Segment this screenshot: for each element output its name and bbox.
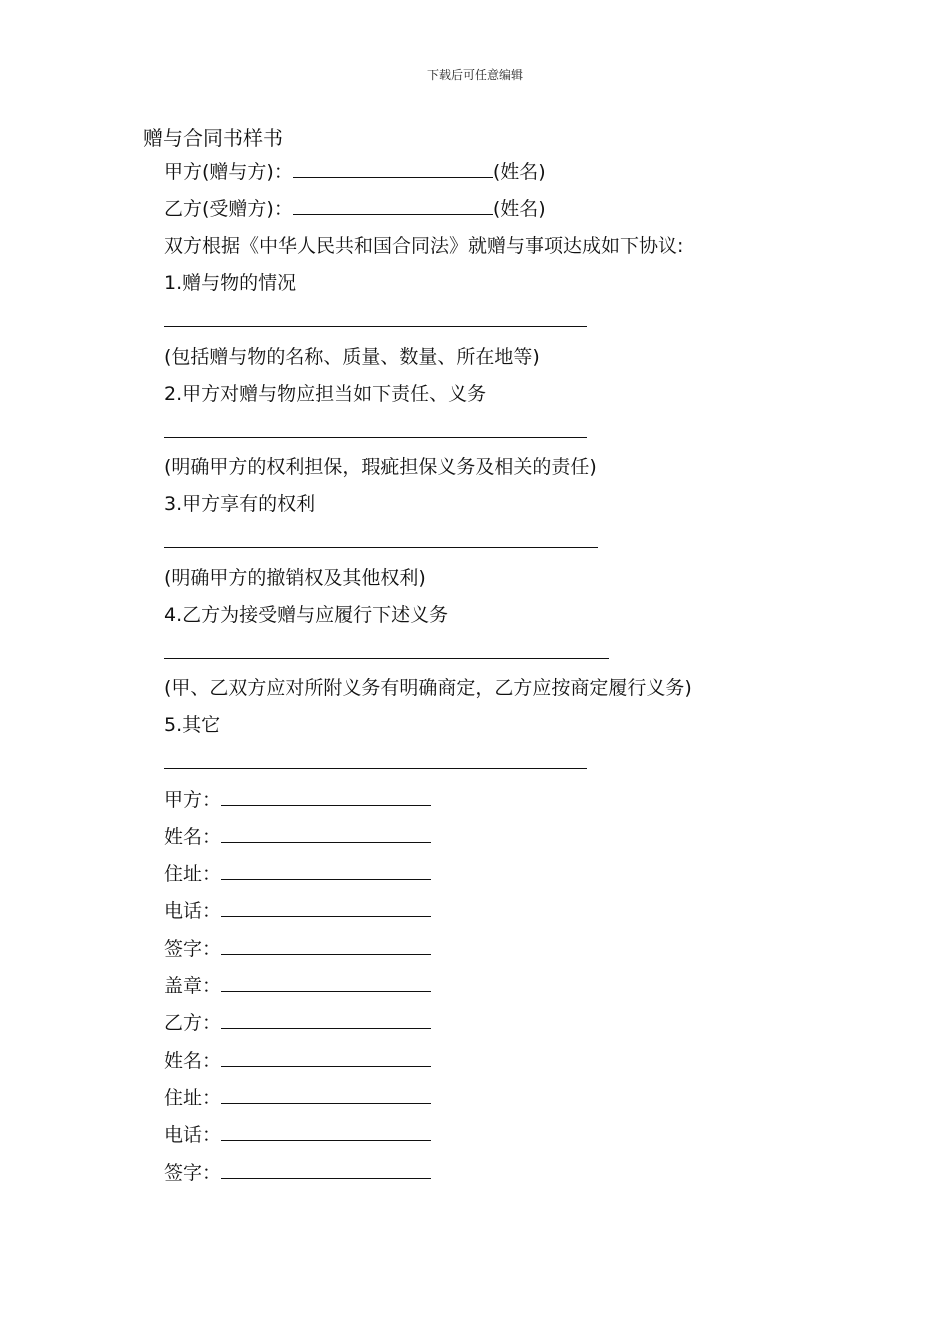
signature-label: 电话：: [164, 900, 222, 922]
signature-row: [164, 896, 431, 925]
signature-label: 住址：: [164, 863, 222, 885]
signature-label: 乙方：: [164, 1012, 222, 1034]
signature-blank[interactable]: [221, 859, 431, 880]
signature-row: [164, 1120, 431, 1149]
donee-line: [164, 194, 546, 223]
signature-row: [164, 1158, 431, 1187]
signature-label: 签字：: [164, 1162, 222, 1184]
page-header: 下载后可任意编辑: [426, 68, 523, 82]
donor-line: [164, 157, 546, 186]
signature-blank[interactable]: [221, 822, 431, 843]
intro-text: 双方根据《中华人民共和国合同法》就赠与事项达成如下协议:: [164, 235, 684, 257]
signature-blank[interactable]: [221, 1083, 431, 1104]
signature-label: 签字：: [164, 938, 222, 960]
signature-blank[interactable]: [221, 934, 431, 955]
donor-name-blank[interactable]: [293, 157, 493, 178]
clause-blank-line[interactable]: [164, 547, 598, 548]
signature-row: [164, 1046, 431, 1075]
signature-blank[interactable]: [221, 785, 431, 806]
donor-label: 甲方(赠与方)：: [164, 161, 293, 183]
clause-note: (明确甲方的撤销权及其他权利): [164, 567, 426, 589]
clause-heading: 3.甲方享有的权利: [164, 493, 316, 515]
clause-blank-line[interactable]: [164, 437, 587, 438]
signature-row: [164, 1008, 431, 1037]
donor-name-suffix: (姓名): [492, 161, 546, 183]
signature-label: 电话：: [164, 1124, 222, 1146]
signature-row: [164, 859, 431, 888]
signature-row: [164, 934, 431, 963]
signature-row: [164, 971, 431, 1000]
clause-heading: 4.乙方为接受赠与应履行下述义务: [164, 604, 449, 626]
signature-blank[interactable]: [221, 1008, 431, 1029]
signature-blank[interactable]: [221, 1120, 431, 1141]
signature-blank[interactable]: [221, 896, 431, 917]
signature-row: [164, 1083, 431, 1112]
clause-note: (甲、乙双方应对所附义务有明确商定，乙方应按商定履行义务): [164, 677, 692, 699]
signature-blank[interactable]: [221, 1158, 431, 1179]
signature-row: [164, 785, 431, 814]
signature-row: [164, 822, 431, 851]
document-title: 赠与合同书样书: [143, 126, 283, 150]
clause-heading: 5.其它: [164, 714, 221, 736]
signature-label: 甲方：: [164, 789, 222, 811]
clause-heading: 2.甲方对赠与物应担当如下责任、义务: [164, 383, 487, 405]
signature-label: 住址：: [164, 1087, 222, 1109]
donee-label: 乙方(受赠方)：: [164, 198, 293, 220]
clause-heading: 1.赠与物的情况: [164, 272, 297, 294]
signature-label: 姓名：: [164, 1050, 222, 1072]
signature-blank[interactable]: [221, 1046, 431, 1067]
clause-blank-line[interactable]: [164, 768, 587, 769]
clause-note: (包括赠与物的名称、质量、数量、所在地等): [164, 346, 540, 368]
signature-label: 姓名：: [164, 826, 222, 848]
signature-blank[interactable]: [221, 971, 431, 992]
signature-label: 盖章：: [164, 975, 222, 997]
clause-blank-line[interactable]: [164, 658, 609, 659]
donee-name-suffix: (姓名): [492, 198, 546, 220]
clause-blank-line[interactable]: [164, 326, 587, 327]
clause-note: (明确甲方的权利担保，瑕疵担保义务及相关的责任): [164, 456, 597, 478]
donee-name-blank[interactable]: [293, 194, 493, 215]
